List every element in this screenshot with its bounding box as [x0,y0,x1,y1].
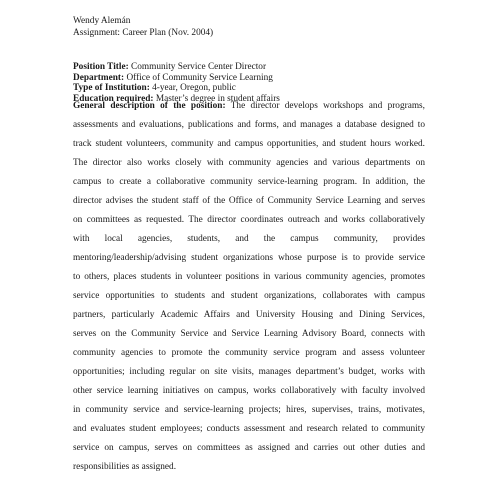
description-line: General description of the position: The director develops workshops and programs, [73,101,426,111]
assignment-title: Assignment: Career Plan (Nov. 2004) [73,28,214,38]
description-line: and evaluates student employees; conducts assessment and research related to community [73,424,425,434]
description-line: campus to create a collaborative community service-learning program. In addition, the [73,177,425,187]
education-value: Master’s degree in student affairs [153,93,280,104]
description-line: track student volunteers, community and campus opportunities, and student hours worked. [73,139,425,149]
position-title-row [73,62,280,73]
description-line: responsibilities as assigned. [73,462,177,472]
department-label: Department: [73,72,125,83]
institution-value: 4-year, Oregon, public [149,83,236,93]
description-label: General description of the position: [73,101,226,111]
author-name: Wendy Alemán [73,16,131,26]
department-row [73,73,280,84]
description-line: service opportunities to students and student organizations, collaborates with campus [73,291,425,301]
description-line: opportunities; including regular on site visits, manages department’s budget, works with [73,367,425,377]
description-line: serves on the Community Service and Service Learning Advisory Board, connects with [73,329,425,339]
position-title-value: Community Service Center Director [128,62,267,72]
description-line: The director also works closely with community agencies and various departments on [73,158,425,168]
description-line: with local agencies, students, and the campus community, provides [73,234,425,244]
description-line: on committees as requested. The director coordinates outreach and works collaboratively [73,215,425,225]
department-value: Office of Community Service Learning [124,72,273,83]
description-line: partners, particularly Academic Affairs and University Housing and Dining Services, [73,310,425,320]
description-line: community agencies to promote the community service program and assess volunteer [73,348,425,358]
description-line: mentoring/leadership/advising student organizations whose purpose is to provide service [73,253,425,263]
description-line: in community service and service-learning projects; hires, supervises, trains, motivates, [73,405,425,415]
description-line: assessments and evaluations, publications and forms, and manages a database designed to [73,120,425,130]
document-header [73,15,213,39]
position-description [73,97,425,477]
institution-label: Type of Institution: [73,83,150,93]
education-label: Education required: [73,93,154,104]
description-line: director advises the student staff of the Office of Community Service Learning and serves [73,196,425,206]
position-title-label: Position Title: [73,62,129,72]
description-line: to others, places students in volunteer positions in various community agencies, promotes [73,272,425,282]
description-line: service on campus, serves on committees as assigned and carries out other duties and [73,443,425,453]
description-line: other service learning initiatives on campus, works collaboratively with faculty involved [73,386,425,396]
institution-row [73,83,280,94]
